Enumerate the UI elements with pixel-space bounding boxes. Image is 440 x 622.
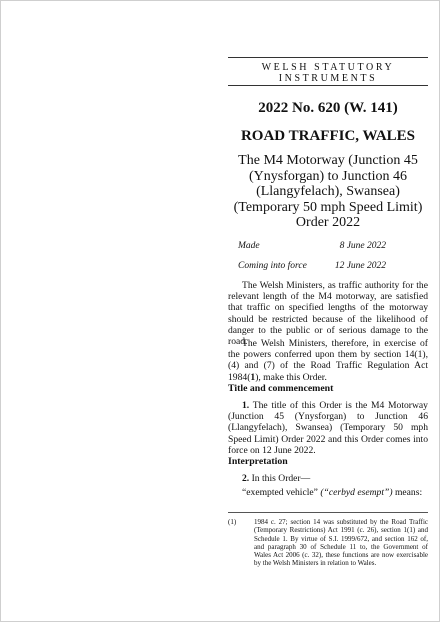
- coming-into-force-label: Coming into force: [238, 261, 307, 271]
- preamble-2-end: ), make this Order.: [255, 371, 327, 383]
- heading-interpretation: Interpretation: [228, 456, 288, 467]
- definition-exempted-vehicle: [242, 487, 428, 498]
- footnote-separator: [228, 512, 428, 513]
- article-1-number: 1.: [242, 400, 250, 411]
- dates-block: [238, 241, 386, 281]
- preamble-1-text: The Welsh Ministers, as traffic authority for the relevant length of the M4 motorway, are satisfied that traffic on specified lengths of the motorway should be restricted because of the likelihood of danger to the public or of serious damage to the road.: [228, 280, 428, 348]
- article-2-number: 2.: [242, 473, 250, 484]
- preamble-2-text: The Welsh Ministers, therefore, in exercise of the powers conferred upon them by section 14(1), (4) and (7) of the Road Traffic Regulation Act 1984(: [228, 338, 428, 383]
- footnote-reference[interactable]: 1: [250, 371, 256, 383]
- heading-title-and-commencement: Title and commencement: [228, 383, 334, 394]
- made-row: [238, 241, 386, 261]
- title-line: Order 2022: [295, 215, 361, 230]
- bottom-rule: [228, 85, 428, 86]
- article-2: [228, 473, 428, 484]
- definition-text: means:: [394, 487, 423, 498]
- series-line-1: WELSH STATUTORY: [261, 62, 395, 73]
- coming-into-force-row: [238, 261, 386, 281]
- title-line: (Temporary 50 mph Speed Limit): [233, 199, 423, 215]
- footnote-1: [228, 518, 428, 568]
- footnote-text: 1984 c. 27; section 14 was substituted by the Road Traffic (Temporary Restrictions) Act 1991 (c. 26), section 1(1) and Schedule 1. By virtue of S.I. 1999/672, and section 162 of, and paragraph 30 of Schedule 11 to, the Government of Wales Act 2006 (c. 32), these functions are now exercisable by the Welsh Ministers in relation to Wales.: [254, 518, 428, 568]
- coming-into-force-date: 12 June 2022: [334, 261, 386, 271]
- series-line-2: INSTRUMENTS: [278, 73, 378, 84]
- article-1-text: The title of this Order is the M4 Motorway (Junction 45 (Ynysforgan) to Junction 46 (Llangyfelach), Swansea) (Temporary 50 mph Speed Limit) Order 2022 and this Order comes into force on 12 June 2022.: [228, 400, 428, 456]
- article-2-text: In this Order—: [251, 473, 311, 484]
- definition-welsh-term: (“cerbyd esempt”): [320, 487, 393, 498]
- title-line: (Ynysforgan) to Junction 46: [249, 168, 407, 184]
- made-label: Made: [238, 241, 260, 251]
- definition-term: “exempted vehicle”: [242, 487, 318, 498]
- title-line: The M4 Motorway (Junction 45: [238, 153, 418, 168]
- made-date: 8 June 2022: [339, 241, 386, 251]
- top-rule: [228, 57, 428, 58]
- order-title: [228, 153, 428, 231]
- subject-heading: ROAD TRAFFIC, WALES: [240, 128, 416, 144]
- title-line: (Llangyfelach), Swansea): [256, 184, 400, 199]
- instrument-number: 2022 No. 620 (W. 141): [258, 100, 398, 116]
- article-1: [228, 400, 428, 456]
- footnote-mark: (1): [228, 518, 237, 526]
- preamble-paragraph-2: [228, 338, 428, 383]
